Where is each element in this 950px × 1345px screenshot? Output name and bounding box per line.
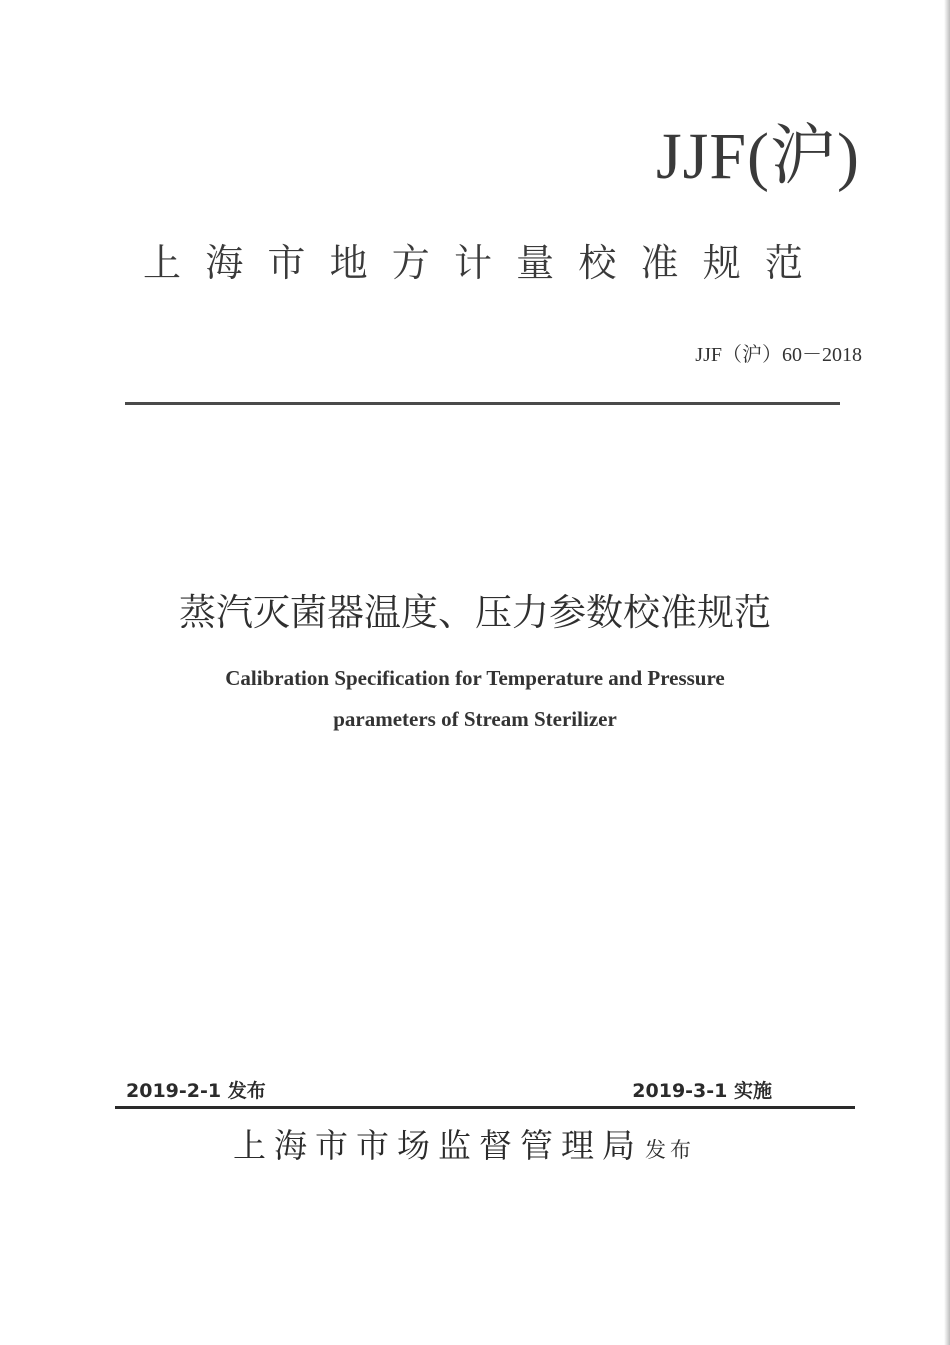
publisher-name: 上海市市场监督管理局 bbox=[233, 1126, 643, 1165]
series-title-char: 地 bbox=[329, 241, 368, 285]
issue-date: 2019-2-1 发布 bbox=[126, 1080, 266, 1102]
series-title-char: 市 bbox=[267, 241, 306, 285]
series-title-char: 计 bbox=[453, 241, 492, 285]
series-title-char: 范 bbox=[764, 241, 803, 285]
standard-code-large: JJF(沪) bbox=[655, 120, 860, 193]
document-title-chinese: 蒸汽灭菌器温度、压力参数校准规范 bbox=[179, 591, 771, 634]
document-title-english-line2: parameters of Stream Sterilizer bbox=[333, 707, 617, 731]
effective-date: 2019-3-1 实施 bbox=[632, 1080, 772, 1102]
series-title-char: 上 bbox=[143, 241, 182, 285]
header-divider bbox=[125, 402, 840, 405]
footer-divider bbox=[115, 1106, 855, 1109]
series-title-char: 准 bbox=[640, 241, 679, 285]
series-title-char: 规 bbox=[702, 241, 741, 285]
publisher-suffix: 发布 bbox=[645, 1138, 695, 1162]
publisher bbox=[233, 1120, 695, 1167]
series-title-char: 量 bbox=[516, 241, 555, 285]
series-title bbox=[143, 232, 803, 287]
document-number: JJF（沪）60－2018 bbox=[695, 344, 862, 366]
document-title-english-line1: Calibration Specification for Temperature and Pressure bbox=[225, 666, 725, 690]
series-title-char: 方 bbox=[391, 241, 430, 285]
series-title-char: 海 bbox=[205, 241, 244, 285]
series-title-char: 校 bbox=[578, 241, 617, 285]
